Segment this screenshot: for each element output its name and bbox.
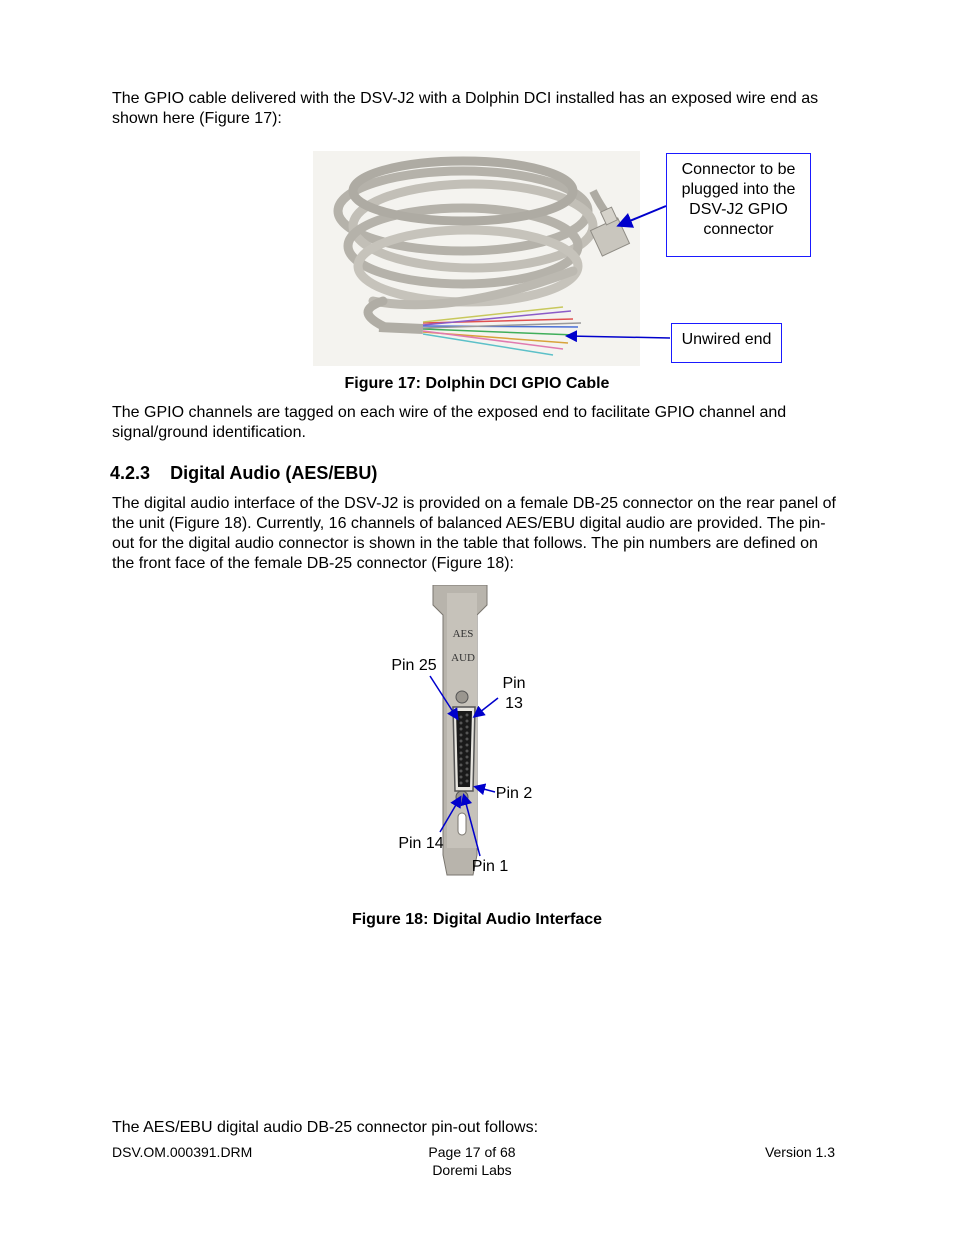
pin14-label: Pin 14: [398, 835, 444, 852]
gpio-paragraph: The GPIO channels are tagged on each wire of the exposed end to facilitate GPIO channel and signal/ground identification.: [112, 404, 787, 441]
pinout-intro: The AES/EBU digital audio DB-25 connector pin-out follows:: [112, 1119, 539, 1136]
footer-company: Doremi Labs: [432, 1162, 512, 1178]
intro-paragraph: The GPIO cable delivered with the DSV-J2 with a Dolphin DCI installed has an exposed wire end as shown here (Figure 17):: [112, 90, 819, 127]
pin25-label: Pin 25: [391, 657, 437, 674]
section-number: 4.2.3: [110, 463, 151, 483]
footer-page: Page 17 of 68: [428, 1144, 516, 1160]
figure18-caption: Figure 18: Digital Audio Interface: [351, 911, 603, 928]
digital-audio-paragraph: The digital audio interface of the DSV-J2 is provided on a female DB-25 connector on the rear panel of the unit (Figure 18). Currently, 16 channels of balanced AES/EBU digital audio are provided. The pin-out for the digital audio connector is shown in the table that follows. The pin numbers are defined on the front face of the female DB-25 connector (Figure 18):: [112, 495, 836, 572]
bracket-label-aes: AES: [452, 628, 474, 640]
bracket-label-aud: AUD: [451, 652, 475, 664]
callout-unwired-end: Unwired end: [671, 323, 782, 363]
pin1-label: Pin 1: [471, 858, 509, 875]
footer-doc-id: DSV.OM.000391.DRM: [112, 1144, 253, 1160]
figure17-caption: Figure 17: Dolphin DCI GPIO Cable: [344, 375, 610, 392]
callout-connector: Connector to be plugged into the DSV-J2 GPIO connector: [666, 153, 811, 257]
section-title: Digital Audio (AES/EBU): [170, 463, 378, 483]
pin2-label: Pin 2: [495, 785, 533, 802]
footer-version: Version 1.3: [764, 1144, 835, 1160]
callout-arrows: [560, 195, 670, 345]
pin13-label: Pin 13: [502, 675, 526, 712]
section-heading: [110, 463, 610, 484]
